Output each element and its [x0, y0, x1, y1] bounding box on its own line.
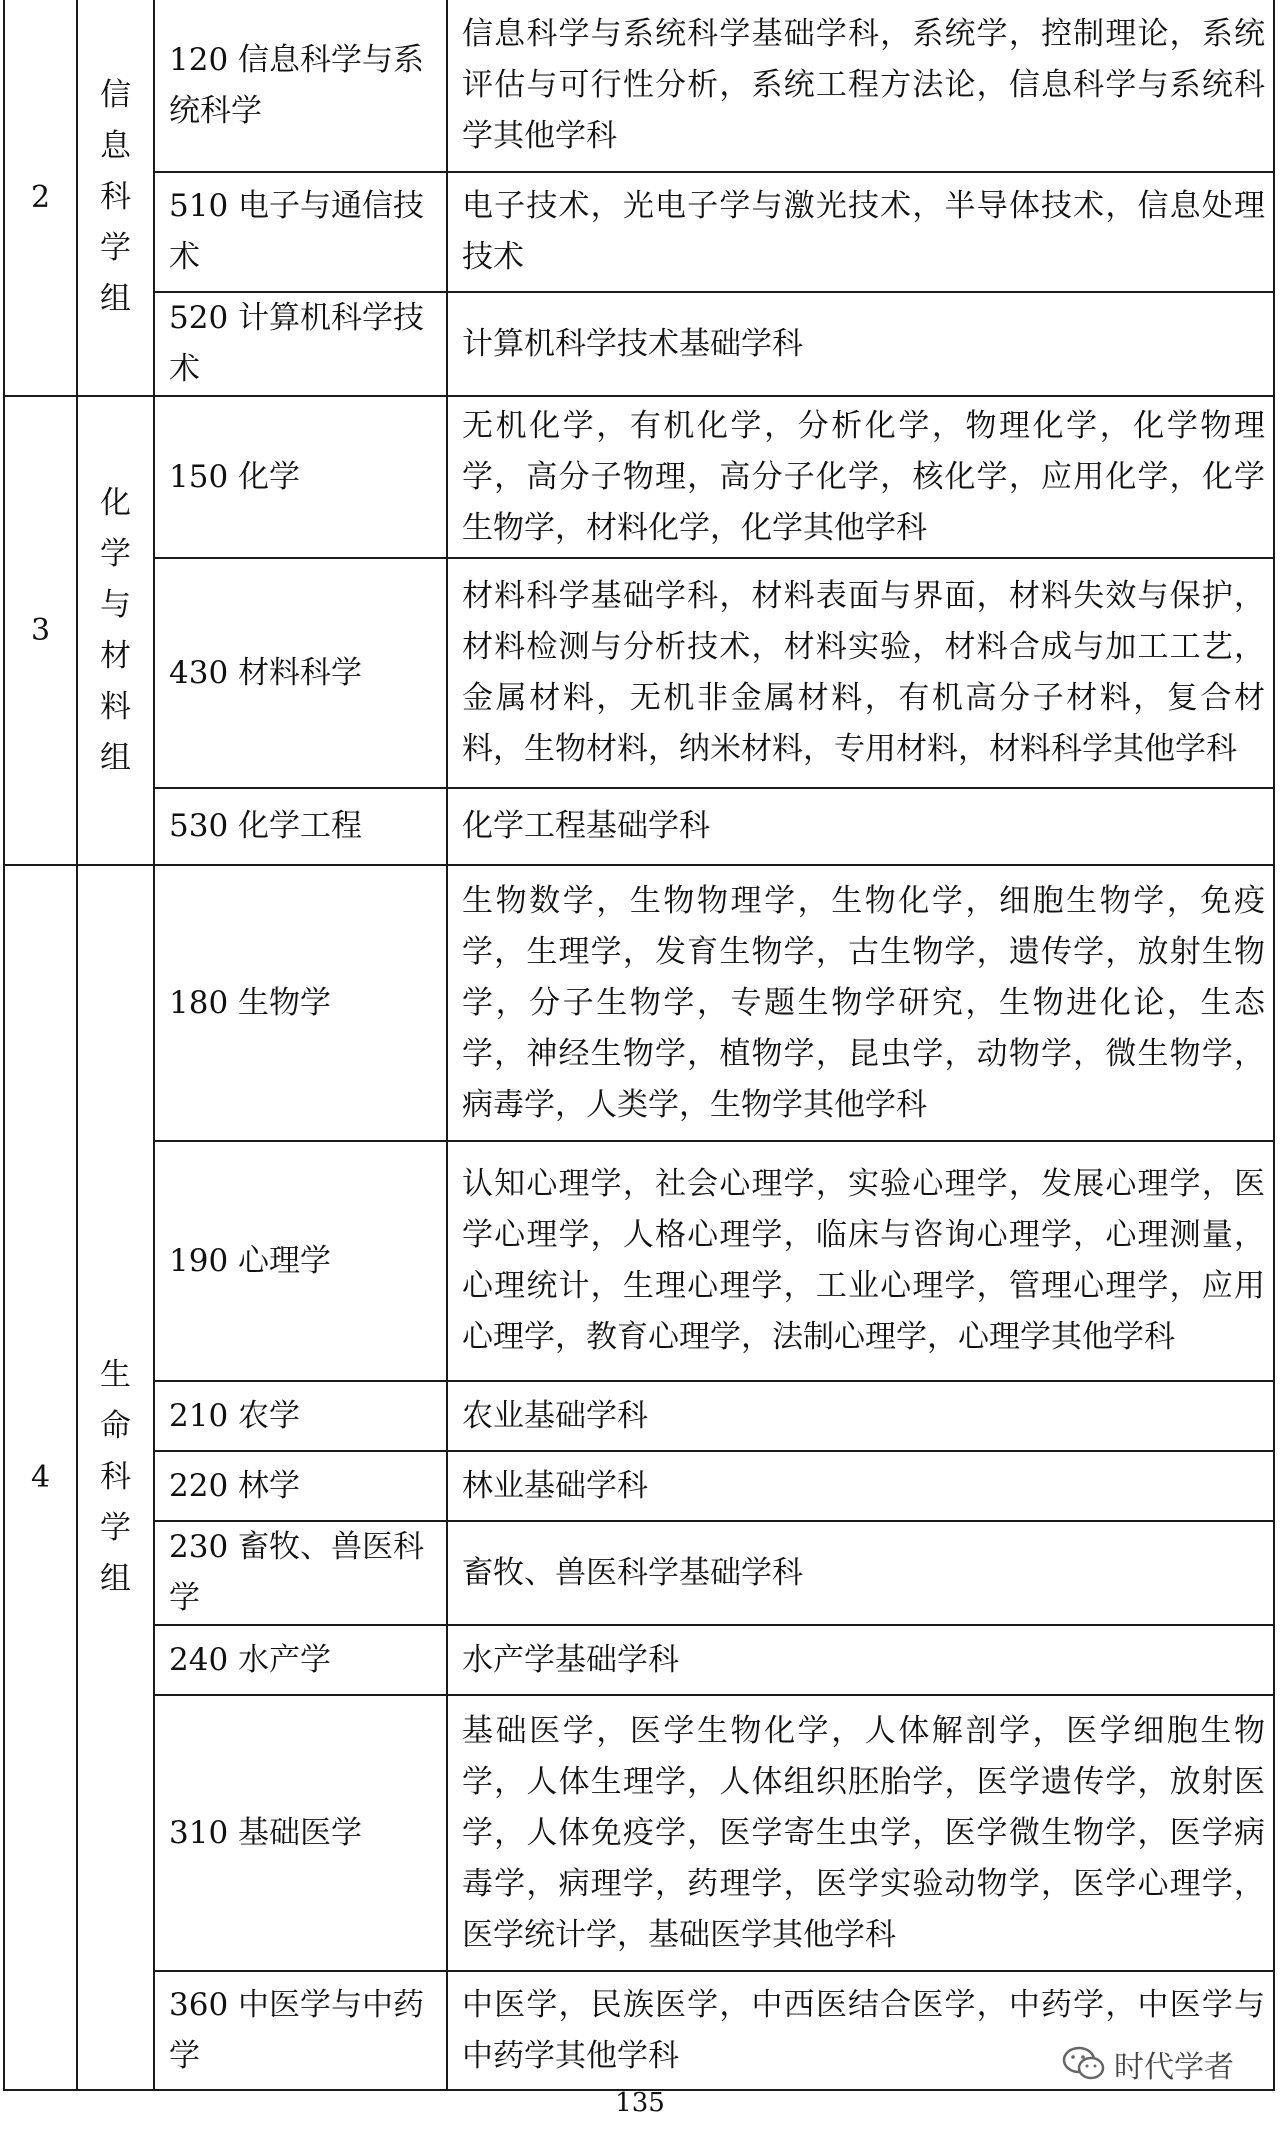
fields-cell: 水产学基础学科: [447, 1625, 1274, 1695]
subject-cell: 180 生物学: [154, 865, 447, 1141]
group-number: 4: [4, 865, 77, 2090]
fields-cell: 计算机科学技术基础学科: [447, 292, 1274, 396]
watermark: [1062, 2044, 1234, 2084]
subject-cell: 210 农学: [154, 1381, 447, 1451]
subject-cell: 120 信息科学与系统科学: [154, 0, 447, 172]
table-row: [4, 172, 1274, 292]
page-number: 135: [615, 2088, 665, 2118]
fields-cell: 材料科学基础学科，材料表面与界面，材料失效与保护，材料检测与分析技术，材料实验，材料合成与加工工艺，金属材料，无机非金属材料，有机高分子材料，复合材料，生物材料，纳米材料，专用材料，材料科学其他学科: [447, 558, 1274, 788]
table-row: [4, 558, 1274, 788]
subject-cell: 530 化学工程: [154, 788, 447, 865]
fields-cell: 生物数学，生物物理学，生物化学，细胞生物学，免疫学，生理学，发育生物学，古生物学，遗传学，放射生物学，分子生物学，专题生物学研究，生物进化论，生态学，神经生物学，植物学，昆虫学，动物学，微生物学，病毒学，人类学，生物学其他学科: [447, 865, 1274, 1141]
subject-cell: 310 基础医学: [154, 1695, 447, 1971]
fields-cell: 信息科学与系统科学基础学科，系统学，控制理论，系统评估与可行性分析，系统工程方法论，信息科学与系统科学其他学科: [447, 0, 1274, 172]
subject-cell: 510 电子与通信技术: [154, 172, 447, 292]
table-row: [4, 865, 1274, 1141]
group-name: 生命科学组: [77, 865, 154, 2090]
table-row: [4, 1695, 1274, 1971]
table-row: [4, 0, 1274, 172]
subject-cell: 240 水产学: [154, 1625, 447, 1695]
fields-cell: 林业基础学科: [447, 1451, 1274, 1521]
subject-cell: 220 林学: [154, 1451, 447, 1521]
fields-cell: 基础医学，医学生物化学，人体解剖学，医学细胞生物学，人体生理学，人体组织胚胎学，医学遗传学，放射医学，人体免疫学，医学寄生虫学，医学微生物学，医学病毒学，病理学，药理学，医学实验动物学，医学心理学，医学统计学，基础医学其他学科: [447, 1695, 1274, 1971]
watermark-text: 时代学者: [1114, 2050, 1234, 2085]
table-row: [4, 1451, 1274, 1521]
subject-cell: 150 化学: [154, 396, 447, 558]
group-name: 化学与材料组: [77, 396, 154, 865]
group-number: 3: [4, 396, 77, 865]
fields-cell: 无机化学，有机化学，分析化学，物理化学，化学物理学，高分子物理，高分子化学，核化学，应用化学，化学生物学，材料化学，化学其他学科: [447, 396, 1274, 558]
fields-cell: 认知心理学，社会心理学，实验心理学，发展心理学，医学心理学，人格心理学，临床与咨询心理学，心理测量，心理统计，生理心理学，工业心理学，管理心理学，应用心理学，教育心理学，法制心理学，心理学其他学科: [447, 1141, 1274, 1381]
wechat-icon: [1062, 2046, 1106, 2082]
table-row: [4, 1521, 1274, 1625]
table-row: [4, 292, 1274, 396]
table-row: [4, 1625, 1274, 1695]
fields-cell: 畜牧、兽医科学基础学科: [447, 1521, 1274, 1625]
subject-cell: 360 中医学与中药学: [154, 1971, 447, 2090]
table-row: [4, 788, 1274, 865]
group-name: 信息科学组: [77, 0, 154, 396]
fields-cell: 中医学，民族医学，中西医结合医学，中药学，中医学与中药学其他学科: [447, 1971, 1274, 2090]
subject-cell: 520 计算机科学技术: [154, 292, 447, 396]
subject-cell: 230 畜牧、兽医科学: [154, 1521, 447, 1625]
subject-cell: 430 材料科学: [154, 558, 447, 788]
fields-cell: 农业基础学科: [447, 1381, 1274, 1451]
fields-cell: 化学工程基础学科: [447, 788, 1274, 865]
group-number: 2: [4, 0, 77, 396]
subject-cell: 190 心理学: [154, 1141, 447, 1381]
table-row: [4, 1381, 1274, 1451]
fields-cell: 电子技术，光电子学与激光技术，半导体技术，信息处理技术: [447, 172, 1274, 292]
table-row: [4, 396, 1274, 558]
table-row: [4, 1141, 1274, 1381]
discipline-table: [3, 0, 1275, 2091]
